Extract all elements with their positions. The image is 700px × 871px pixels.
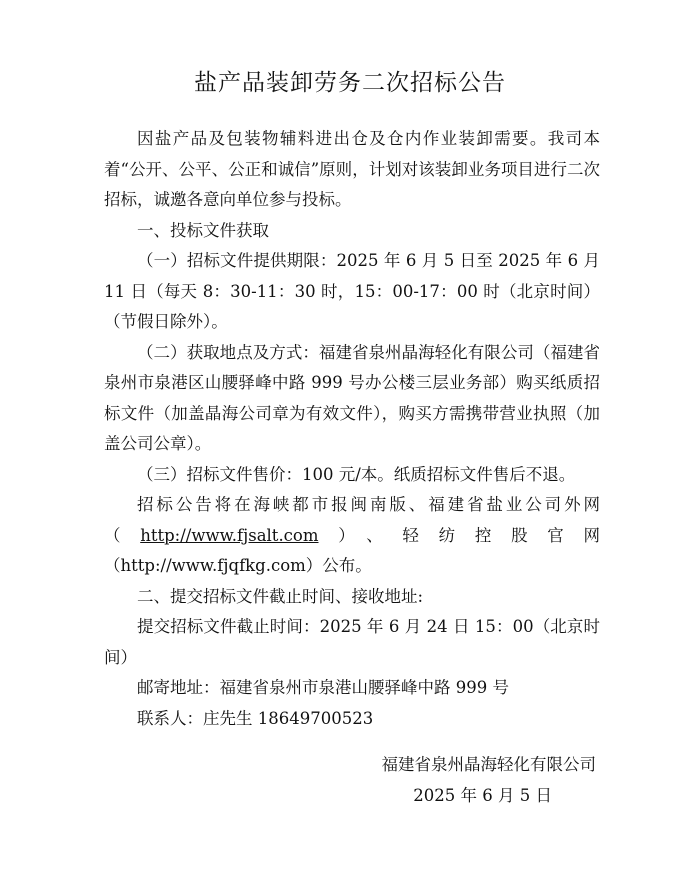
document-title: 盐产品装卸劳务二次招标公告 <box>194 70 506 96</box>
section2-heading: 二、提交招标文件截止时间、接收地址: <box>137 586 424 606</box>
address-text: 邮寄地址：福建省泉州市泉港山腰驿峰中路 999 号 <box>137 678 509 697</box>
salt-company-link[interactable]: http://www.fjsalt.com <box>140 525 319 545</box>
section1-item1: （一）招标文件提供期限：2025 年 6 月 5 日至 2025 年 6 月 11 日（每天 8：30-11：30 时，15：00-17：00 时（北京时间）（节假日除外）。 <box>104 251 600 331</box>
intro-paragraph: 因盐产品及包装物辅料进出仓及仓内作业装卸需要。我司本着“公开、公平、公正和诚信”原则，计划对该装卸业务项目进行二次招标，诚邀各意向单位参与投标。 <box>104 129 600 209</box>
contact-text: 联系人：庄先生 18649700523 <box>137 708 374 728</box>
section1-heading: 一、投标文件获取 <box>137 220 269 240</box>
deadline-text: 提交招标文件截止时间：2025 年 6 月 24 日 15：00（北京时间） <box>104 617 600 667</box>
publish-paragraph <box>104 490 600 582</box>
publish-text-mid: ）、 <box>318 525 403 545</box>
publish-text-post: 轻纺控股官网（http://www.fjqfkg.com）公布。 <box>104 525 601 575</box>
section1-item2: （二）获取地点及方式：福建省泉州晶海轻化有限公司（福建省泉州市泉港区山腰驿峰中路 999 号办公楼三层业务部）购买纸质招标文件（加盖晶海公司章为有效文件），购买方需携带营业执照（加盖公司公章）。 <box>104 342 600 453</box>
publish-text-pre: 招标公告将在海峡都市报闽南版、福建省盐业公司外网（ <box>104 495 600 545</box>
section1-item3: （三）招标文件售价：100 元/本。纸质招标文件售后不退。 <box>137 464 576 484</box>
signature-date: 2025 年 6 月 5 日 <box>413 785 552 805</box>
company-name: 福建省泉州晶海轻化有限公司 <box>381 755 596 774</box>
notice-body <box>104 124 600 734</box>
signature-block <box>382 750 597 811</box>
